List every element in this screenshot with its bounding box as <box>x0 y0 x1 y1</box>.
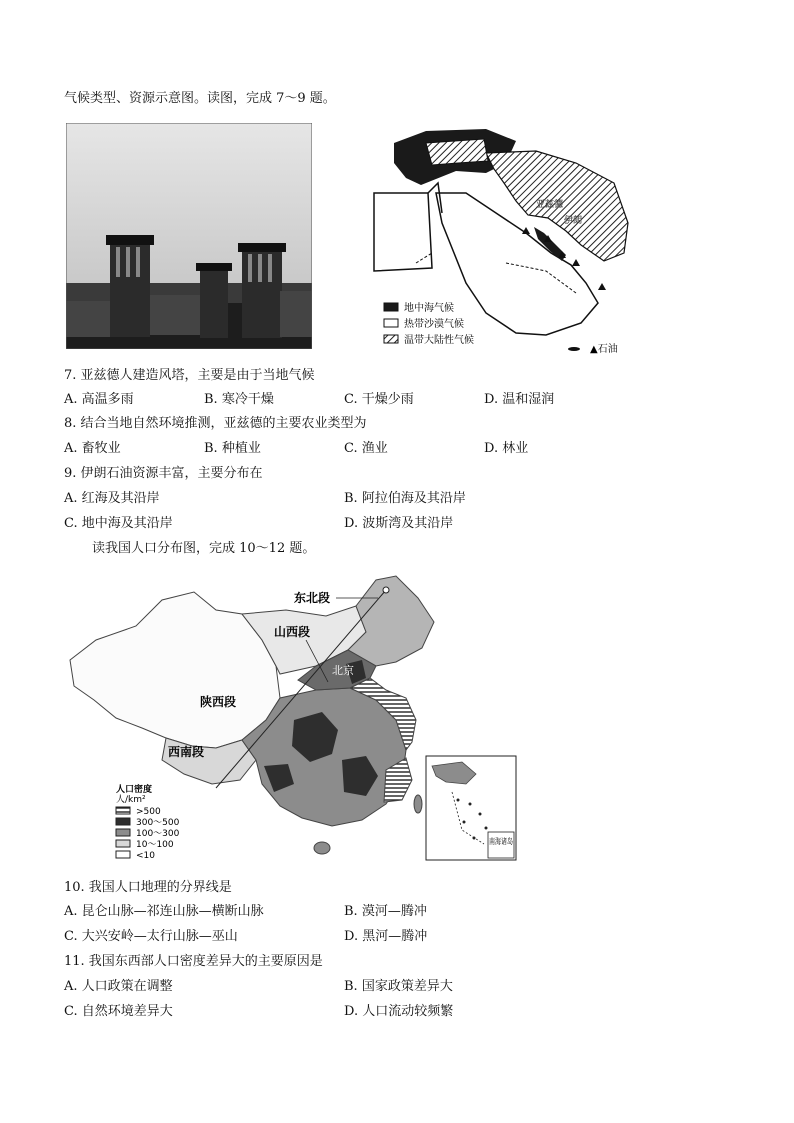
q7-option-b[interactable]: B. 寒冷干燥 <box>204 392 274 407</box>
legend-item-5: <10 <box>136 851 155 861</box>
q7-stem: 7. 亚兹德人建造风塔，主要是由于当地气候 <box>64 368 315 383</box>
legend-item-4: 10～100 <box>136 840 174 850</box>
place-label-iran: 伊朗 <box>564 216 583 226</box>
q7-option-a[interactable]: A. 高温多雨 <box>64 392 134 407</box>
q11-stem: 11. 我国东西部人口密度差异大的主要原因是 <box>64 954 323 969</box>
q9-option-b[interactable]: B. 阿拉伯海及其沿岸 <box>344 491 466 506</box>
q9-option-a[interactable]: A. 红海及其沿岸 <box>64 491 160 506</box>
q11-option-b[interactable]: B. 国家政策差异大 <box>344 979 453 994</box>
q10-option-a[interactable]: A. 昆仑山脉—祁连山脉—横断山脉 <box>64 904 264 919</box>
q9-stem: 9. 伊朗石油资源丰富，主要分布在 <box>64 466 263 481</box>
intro-text-1: 气候类型、资源示意图。读图，完成 7～9 题。 <box>64 91 336 106</box>
q10-option-c[interactable]: C. 大兴安岭—太行山脉—巫山 <box>64 929 238 944</box>
label-shanxi-segment: 山西段 <box>274 625 311 639</box>
q7-option-c[interactable]: C. 干燥少雨 <box>344 392 414 407</box>
climate-resource-map <box>366 123 636 355</box>
legend-item-2: 300～500 <box>136 818 180 828</box>
legend-item-1: >500 <box>136 807 161 817</box>
legend-item-3: 100～300 <box>136 829 180 839</box>
label-northeast-segment: 东北段 <box>294 591 331 605</box>
q10-stem: 10. 我国人口地理的分界线是 <box>64 880 232 895</box>
q8-stem: 8. 结合当地自然环境推测，亚兹德的主要农业类型为 <box>64 416 367 431</box>
q9-option-c[interactable]: C. 地中海及其沿岸 <box>64 516 173 531</box>
q8-option-c[interactable]: C. 渔业 <box>344 441 388 456</box>
q9-option-d[interactable]: D. 波斯湾及其沿岸 <box>344 516 454 531</box>
legend-mediterranean: 地中海气候 <box>404 303 454 314</box>
legend-oil: ▲石油 <box>590 344 618 355</box>
legend-continental: 温带大陆性气候 <box>404 335 474 346</box>
inset-label: 南海诸岛 <box>489 837 521 846</box>
q7-option-d[interactable]: D. 温和湿润 <box>484 392 555 407</box>
intro-text-2: 读我国人口分布图，完成 10～12 题。 <box>92 541 316 556</box>
label-southwest-segment: 西南段 <box>168 745 205 759</box>
legend-desert: 热带沙漠气候 <box>404 319 464 330</box>
q10-option-b[interactable]: B. 漠河—腾冲 <box>344 904 427 919</box>
place-label-yazd: 亚兹德 <box>536 200 564 210</box>
q11-option-c[interactable]: C. 自然环境差异大 <box>64 1004 173 1019</box>
china-population-map <box>66 570 522 866</box>
wind-tower-photo <box>66 123 312 349</box>
legend-title: 人口密度 <box>116 785 153 795</box>
q10-option-d[interactable]: D. 黑河—腾冲 <box>344 929 428 944</box>
label-shaanxi-segment: 陕西段 <box>200 695 237 709</box>
q8-option-a[interactable]: A. 畜牧业 <box>64 441 121 456</box>
q8-option-d[interactable]: D. 林业 <box>484 441 529 456</box>
label-beijing: 北京 <box>332 664 354 677</box>
q11-option-d[interactable]: D. 人口流动较频繁 <box>344 1004 454 1019</box>
legend-unit: 人/km² <box>116 795 146 805</box>
q8-option-b[interactable]: B. 种植业 <box>204 441 261 456</box>
q11-option-a[interactable]: A. 人口政策在调整 <box>64 979 173 994</box>
